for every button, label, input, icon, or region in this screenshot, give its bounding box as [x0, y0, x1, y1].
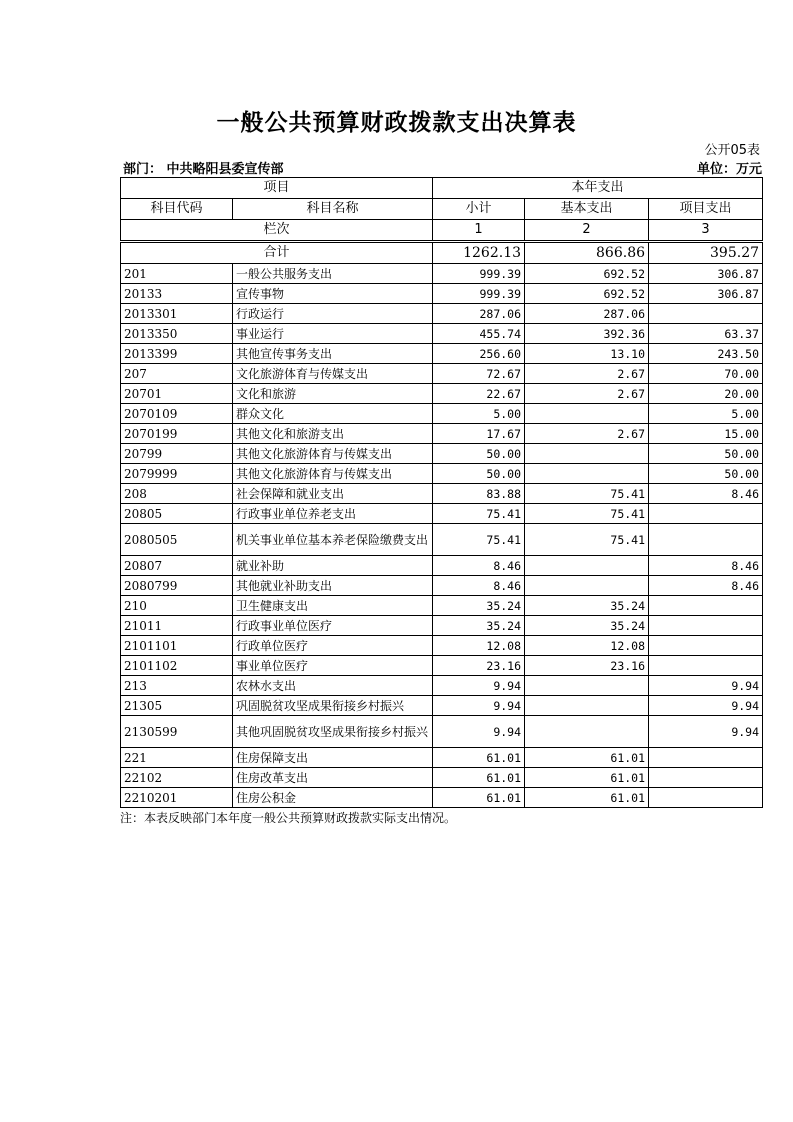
- row-code: 207: [121, 364, 233, 384]
- row-name: 其他文化旅游体育与传媒支出: [233, 464, 433, 484]
- row-basic: [525, 444, 649, 464]
- header-year-expense: 本年支出: [433, 178, 763, 199]
- row-basic: [525, 676, 649, 696]
- table-row: [121, 424, 763, 444]
- row-code: 210: [121, 596, 233, 616]
- row-project: [649, 656, 763, 676]
- row-basic: 61.01: [525, 768, 649, 788]
- row-name: 巩固脱贫攻坚成果衔接乡村振兴: [233, 696, 433, 716]
- row-subtotal: 5.00: [433, 404, 525, 424]
- table-row: [121, 748, 763, 768]
- row-code: 213: [121, 676, 233, 696]
- row-code: 20701: [121, 384, 233, 404]
- row-subtotal: 75.41: [433, 524, 525, 556]
- row-project: [649, 304, 763, 324]
- table-row: [121, 304, 763, 324]
- row-subtotal: 35.24: [433, 616, 525, 636]
- row-code: 2210201: [121, 788, 233, 808]
- row-code: 2079999: [121, 464, 233, 484]
- table-row: [121, 768, 763, 788]
- row-subtotal: 8.46: [433, 576, 525, 596]
- index-3: 3: [649, 220, 763, 242]
- row-name: 文化旅游体育与传媒支出: [233, 364, 433, 384]
- table-row: [121, 596, 763, 616]
- table-row: [121, 616, 763, 636]
- row-subtotal: 83.88: [433, 484, 525, 504]
- row-code: 2130599: [121, 716, 233, 748]
- row-basic: 75.41: [525, 504, 649, 524]
- index-1: 1: [433, 220, 525, 242]
- row-name: 行政运行: [233, 304, 433, 324]
- row-name: 一般公共服务支出: [233, 264, 433, 284]
- row-subtotal: 75.41: [433, 504, 525, 524]
- row-basic: 692.52: [525, 284, 649, 304]
- table-row: [121, 788, 763, 808]
- row-project: [649, 616, 763, 636]
- row-project: 8.46: [649, 484, 763, 504]
- row-subtotal: 22.67: [433, 384, 525, 404]
- row-basic: 35.24: [525, 596, 649, 616]
- row-code: 208: [121, 484, 233, 504]
- row-name: 事业单位医疗: [233, 656, 433, 676]
- row-name: 其他巩固脱贫攻坚成果衔接乡村振兴: [233, 716, 433, 748]
- row-subtotal: 61.01: [433, 768, 525, 788]
- row-name: 社会保障和就业支出: [233, 484, 433, 504]
- table-row: [121, 656, 763, 676]
- row-project: 5.00: [649, 404, 763, 424]
- expenditure-table: [120, 177, 763, 808]
- row-subtotal: 50.00: [433, 464, 525, 484]
- row-basic: 61.01: [525, 748, 649, 768]
- row-subtotal: 12.08: [433, 636, 525, 656]
- row-basic: 2.67: [525, 384, 649, 404]
- row-code: 20133: [121, 284, 233, 304]
- row-subtotal: 35.24: [433, 596, 525, 616]
- table-row: [121, 384, 763, 404]
- header-row-group: [121, 178, 763, 199]
- table-row: [121, 576, 763, 596]
- row-project: 63.37: [649, 324, 763, 344]
- meta-bar: [123, 158, 762, 176]
- row-subtotal: 9.94: [433, 696, 525, 716]
- table-row: [121, 324, 763, 344]
- row-code: 21305: [121, 696, 233, 716]
- row-basic: [525, 576, 649, 596]
- row-basic: 2.67: [525, 364, 649, 384]
- table-row: [121, 696, 763, 716]
- row-name: 卫生健康支出: [233, 596, 433, 616]
- table-row: [121, 464, 763, 484]
- row-code: 2080505: [121, 524, 233, 556]
- row-name: 其他文化和旅游支出: [233, 424, 433, 444]
- row-project: 243.50: [649, 344, 763, 364]
- row-project: [649, 636, 763, 656]
- table-row: [121, 444, 763, 464]
- footnote: 注：本表反映部门本年度一般公共预算财政拨款实际支出情况。: [120, 811, 457, 825]
- row-name: 住房保障支出: [233, 748, 433, 768]
- header-subtotal: 小计: [433, 199, 525, 220]
- table-row: [121, 484, 763, 504]
- row-subtotal: 256.60: [433, 344, 525, 364]
- row-project: 50.00: [649, 444, 763, 464]
- unit-label: 单位：万元: [696, 162, 762, 177]
- row-code: 2070199: [121, 424, 233, 444]
- row-name: 行政事业单位养老支出: [233, 504, 433, 524]
- row-code: 21011: [121, 616, 233, 636]
- header-row-index: [121, 220, 763, 242]
- table-row: [121, 676, 763, 696]
- table-row: [121, 504, 763, 524]
- row-subtotal: 999.39: [433, 264, 525, 284]
- row-code: 2101101: [121, 636, 233, 656]
- row-basic: 35.24: [525, 616, 649, 636]
- row-subtotal: 17.67: [433, 424, 525, 444]
- row-project: 15.00: [649, 424, 763, 444]
- row-name: 宣传事物: [233, 284, 433, 304]
- department-label: 部门： 中共略阳县委宣传部: [123, 162, 284, 177]
- table-row: [121, 556, 763, 576]
- row-code: 2013301: [121, 304, 233, 324]
- row-name: 机关事业单位基本养老保险缴费支出: [233, 524, 433, 556]
- row-subtotal: 455.74: [433, 324, 525, 344]
- row-basic: [525, 716, 649, 748]
- row-project: 50.00: [649, 464, 763, 484]
- row-project: [649, 748, 763, 768]
- row-basic: 2.67: [525, 424, 649, 444]
- table-row: [121, 404, 763, 424]
- form-code: 公开05表: [704, 143, 760, 158]
- row-subtotal: 9.94: [433, 676, 525, 696]
- row-name: 事业运行: [233, 324, 433, 344]
- row-basic: 61.01: [525, 788, 649, 808]
- row-name: 就业补助: [233, 556, 433, 576]
- row-code: 2013399: [121, 344, 233, 364]
- row-code: 221: [121, 748, 233, 768]
- row-basic: 75.41: [525, 484, 649, 504]
- row-code: 20805: [121, 504, 233, 524]
- total-project: 395.27: [649, 242, 763, 264]
- row-name: 其他宣传事务支出: [233, 344, 433, 364]
- row-basic: 13.10: [525, 344, 649, 364]
- row-basic: [525, 404, 649, 424]
- row-basic: 12.08: [525, 636, 649, 656]
- row-name: 行政单位医疗: [233, 636, 433, 656]
- row-subtotal: 9.94: [433, 716, 525, 748]
- row-name: 行政事业单位医疗: [233, 616, 433, 636]
- table-row: [121, 524, 763, 556]
- table-row: [121, 284, 763, 304]
- table-row: [121, 364, 763, 384]
- row-project: 306.87: [649, 264, 763, 284]
- row-subtotal: 50.00: [433, 444, 525, 464]
- row-subtotal: 999.39: [433, 284, 525, 304]
- table-row: [121, 636, 763, 656]
- row-project: 9.94: [649, 696, 763, 716]
- row-project: 8.46: [649, 556, 763, 576]
- row-name: 其他就业补助支出: [233, 576, 433, 596]
- row-code: 2013350: [121, 324, 233, 344]
- row-code: 22102: [121, 768, 233, 788]
- row-code: 20799: [121, 444, 233, 464]
- row-name: 住房改革支出: [233, 768, 433, 788]
- row-name: 文化和旅游: [233, 384, 433, 404]
- header-code: 科目代码: [121, 199, 233, 220]
- row-basic: [525, 556, 649, 576]
- row-basic: 392.36: [525, 324, 649, 344]
- row-name: 住房公积金: [233, 788, 433, 808]
- table-row: [121, 344, 763, 364]
- row-project: [649, 504, 763, 524]
- row-project: [649, 768, 763, 788]
- row-code: 2101102: [121, 656, 233, 676]
- row-subtotal: 61.01: [433, 788, 525, 808]
- row-subtotal: 23.16: [433, 656, 525, 676]
- total-basic: 866.86: [525, 242, 649, 264]
- header-column-index: 栏次: [121, 220, 433, 242]
- row-code: 2070109: [121, 404, 233, 424]
- row-subtotal: 72.67: [433, 364, 525, 384]
- row-project: 306.87: [649, 284, 763, 304]
- row-name: 农林水支出: [233, 676, 433, 696]
- header-item: 项目: [121, 178, 433, 199]
- header-row-columns: [121, 199, 763, 220]
- row-basic: 75.41: [525, 524, 649, 556]
- row-project: [649, 788, 763, 808]
- row-basic: [525, 464, 649, 484]
- header-basic: 基本支出: [525, 199, 649, 220]
- row-project: 9.94: [649, 676, 763, 696]
- total-label: 合计: [121, 242, 433, 264]
- row-subtotal: 8.46: [433, 556, 525, 576]
- row-code: 20807: [121, 556, 233, 576]
- row-project: 20.00: [649, 384, 763, 404]
- row-basic: 287.06: [525, 304, 649, 324]
- index-2: 2: [525, 220, 649, 242]
- row-project: 8.46: [649, 576, 763, 596]
- header-project: 项目支出: [649, 199, 763, 220]
- total-row: [121, 242, 763, 264]
- row-basic: 692.52: [525, 264, 649, 284]
- row-name: 群众文化: [233, 404, 433, 424]
- row-basic: 23.16: [525, 656, 649, 676]
- row-subtotal: 61.01: [433, 748, 525, 768]
- page-title: 一般公共预算财政拨款支出决算表: [216, 110, 577, 136]
- table-row: [121, 264, 763, 284]
- row-code: 2080799: [121, 576, 233, 596]
- row-name: 其他文化旅游体育与传媒支出: [233, 444, 433, 464]
- row-subtotal: 287.06: [433, 304, 525, 324]
- total-subtotal: 1262.13: [433, 242, 525, 264]
- row-code: 201: [121, 264, 233, 284]
- row-project: 9.94: [649, 716, 763, 748]
- table-row: [121, 716, 763, 748]
- row-basic: [525, 696, 649, 716]
- header-name: 科目名称: [233, 199, 433, 220]
- row-project: [649, 524, 763, 556]
- row-project: [649, 596, 763, 616]
- row-project: 70.00: [649, 364, 763, 384]
